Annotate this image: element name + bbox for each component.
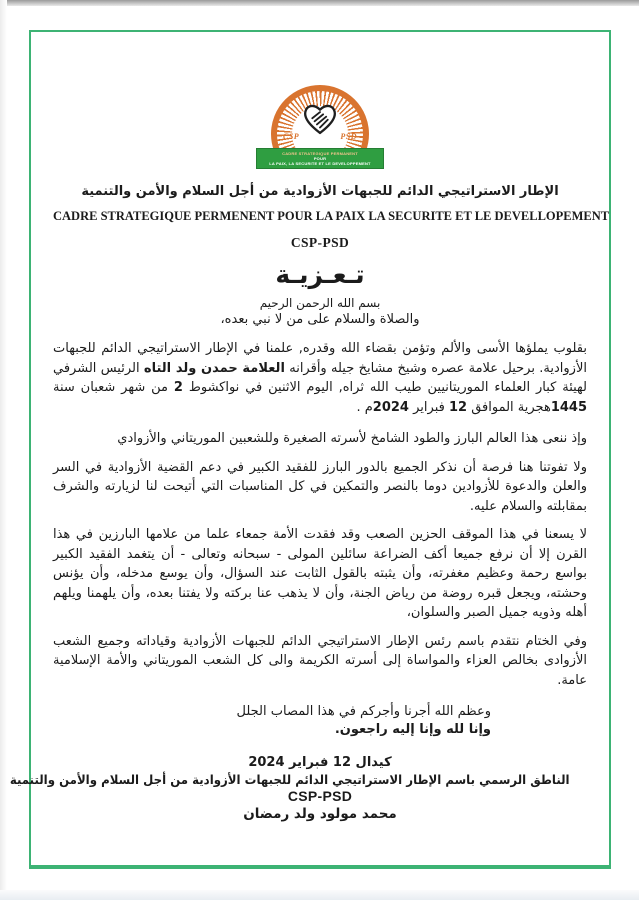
logo-acronym-csp: CSP [283, 132, 300, 141]
logo-banner-line3: LA PAIX, LA SECURITE ET LE DEVELOPPEMENT [269, 161, 371, 166]
scan-edge-bottom [0, 890, 639, 900]
scan-edge-top [0, 0, 639, 6]
body-paragraph-4: لا يسعنا في هذا الموقف الحزين الصعب وقد فقدت الأمة جمعاء علما من علامها البارزين في هذا القرن إلا أن نرفع جميعا أكف الضراعة سائلين المولى - سبحانه وتعالى - أن يتغمد الفقيد الكبير بواسع رحمة وعظيم مغفرته، وأن يثبته بالقول الثابت عند السؤال، وأن يوسع مدخله، وأن يؤنس وحشته، ويجعل قبره روضة من رياض الجنة، وأن لا يذهب عنا بركته ولا يفتنا بعده، وأن يلهمنا ويلهم أهله وذويه جميل الصبر والسلوان، [53, 527, 587, 620]
document-frame [9, 30, 611, 869]
date-line: كيدال 12 فبراير 2024 [248, 755, 392, 770]
logo-banner-line2: POUR [313, 156, 327, 161]
document-content [9, 85, 610, 822]
body-paragraph-1: بقلوب يملؤها الأسى والألم وتؤمن بقضاء الله وقدره, علمنا في الإطار الاستراتيجي الدائم للجبهات الأزوادية. برحيل علامة عصره وشيخ مشايخ جيله وأقرانه العلامة حمدن ولد التاه الرئيس الشرفي لهيئة كبار العلماء الموريتانيين طيب الله ثراه, اليوم الاثنين في نواكشوط 2 من شهر شعبان سنة 1445هجرية الموافق 12 فبراير 2024م . [53, 341, 587, 415]
scan-edge-left [0, 0, 7, 900]
condolence-heading: تـعـزيـة [275, 260, 365, 289]
closing-dua-line: وعظم الله أجرنا وأجركم في هذا المصاب الجلل [236, 704, 491, 719]
org-logo [254, 85, 386, 169]
footer-acronym: CSP-PSD [287, 788, 353, 804]
org-acronym: CSP-PSD [290, 235, 350, 250]
istirja-line: وإنا لله وإنا إليه راجعون. [334, 722, 491, 737]
basmala-line: بسم الله الرحمن الرحيم [259, 296, 381, 310]
body-paragraph-3: ولا تفوتنا هنا فرصة أن نذكر الجميع بالدور البارز للفقيد الكبير في دعم القضية الأزوادية في السر والعلن والدعوة للأزوادين دوما بالنصر والتمكين في كل المناسبات التي أتيحت لنا لزيارته والشرف بمقابلته والسلام عليه. [53, 459, 587, 514]
heart-handshake-icon [301, 102, 339, 136]
org-title-french: CADRE STRATEGIQUE PERMENENT POUR LA PAIX LA SECURITE ET LE DEVELLOPEMENT [53, 209, 610, 223]
org-title-arabic: الإطار الاستراتيجي الدائم للجبهات الأزوادية من أجل السلام والأمن والتنمية [81, 184, 559, 199]
salutation-line: والصلاة والسلام على من لا نبي بعده، [220, 312, 420, 327]
body-paragraph-5: وفي الختام نتقدم باسم رئس الإطار الاستراتيجي الدائم للجبهات الأزوادية وقياداته وجميع الشعب الأزوادى بخالص العزاء والمواساة إلى أسرته الكريمة والى كل الشعب الموريتاني والأمة الإسلامية عامة. [53, 633, 587, 688]
closing-block [53, 703, 587, 739]
spokesman-line [9, 772, 587, 787]
logo-acronym-psd: PSD [340, 132, 357, 141]
signature-name: محمد مولود ولد رمضان [243, 806, 397, 822]
logo-banner [256, 148, 384, 169]
body-paragraph-2: وإذ ننعى هذا العالم البارز والطود الشامخ لأسرته الصغيرة وللشعبين الموريتاني والأزوادي [117, 431, 587, 446]
logo-acronyms [283, 132, 357, 141]
spokesman-line-text: الناطق الرسمي باسم الإطار الاستراتيجي الدائم للجبهات الأزوادية من أجل السلام والأمن والتنمية [9, 772, 570, 787]
logo-banner-line1: CADRE STRATEGIQUE PERMANENT [282, 151, 358, 156]
footer-block [9, 755, 587, 822]
